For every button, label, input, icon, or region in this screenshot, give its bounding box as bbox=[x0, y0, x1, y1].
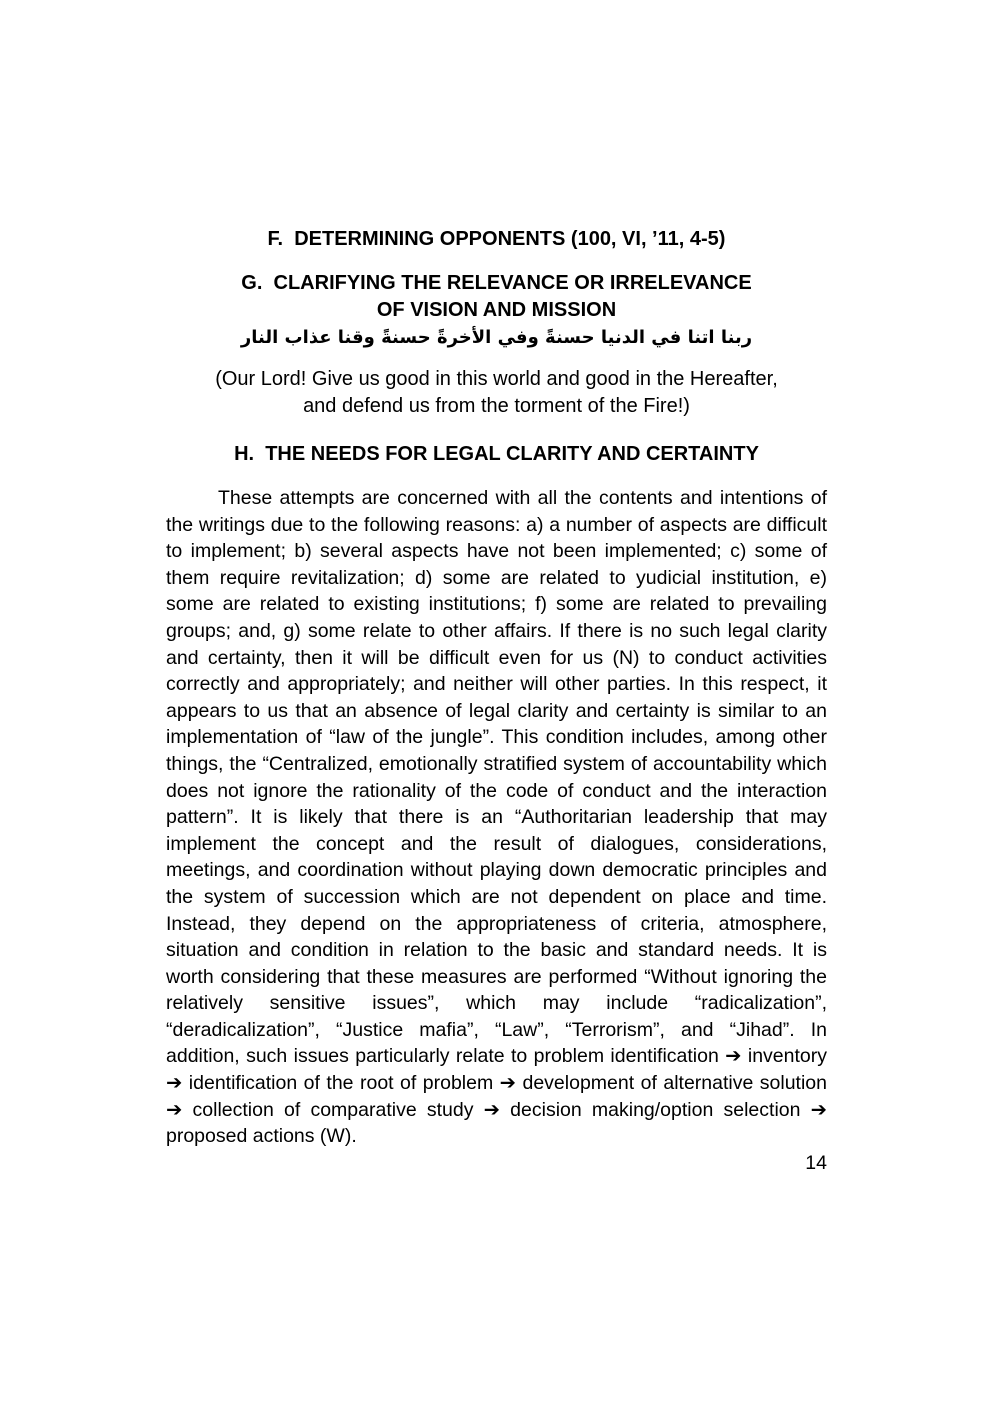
page-number: 14 bbox=[805, 1151, 827, 1174]
heading-clarifying-line2: OF VISION AND MISSION bbox=[376, 299, 617, 321]
heading-legal-clarity: H. THE NEEDS FOR LEGAL CLARITY AND CERTAINTY bbox=[234, 443, 759, 465]
heading-clarifying-line1: G. CLARIFYING THE RELEVANCE OR IRRELEVANCE bbox=[241, 272, 752, 294]
prayer-translation-line2: and defend us from the torment of the Fire!) bbox=[303, 395, 690, 417]
heading-clarifying-block bbox=[166, 270, 827, 351]
prayer-translation-line1: (Our Lord! Give us good in this world and good in the Hereafter, bbox=[215, 368, 778, 390]
prayer-translation-block bbox=[166, 366, 827, 420]
heading-determining-opponents: F. DETERMINING OPPONENTS (100, VI, ’11, 4-5) bbox=[267, 228, 726, 250]
body-paragraph: These attempts are concerned with all the contents and intentions of the writings due to the following reasons: a) a number of aspects are difficult to implement; b) several aspects have not been implemented; c) some of them require revitalization; d) some are related to yudicial institution, e) some are related to existing institutions; f) some are related to prevailing groups; and, g) some relate to other affairs. If there is no such legal clarity and certainty, then it will be difficult even for us (N) to conduct activities correctly and appropriately; and neither will other parties. In this respect, it appears to us that an absence of legal clarity and certainty is similar to an implementation of “law of the jungle”. This condition includes, among other things, the “Centralized, emotionally stratified system of accountability which does not ignore the rationality of the code of conduct and the interaction pattern”. It is likely that there is an “Authoritarian leadership that may implement the concept and the result of dialogues, considerations, meetings, and coordination without playing down democratic principles and the system of succession which are not dependent on place and time. Instead, they depend on the appropriateness of criteria, atmosphere, situation and condition in relation to the basic and standard needs. It is worth considering that these measures are performed “Without ignoring the relatively sensitive issues”, which may include “radicalization”, “deradicalization”, “Justice mafia”, “Law”, “Terrorism”, and “Jihad”. In addition, such issues particularly relate to problem identification ➔ inventory ➔ identification of the root of problem ➔ development of alternative solution ➔ collection of comparative study ➔ decision making/option selection ➔ proposed actions (W). bbox=[166, 487, 827, 1148]
arabic-quran-verse: ربنا اتنا في الدنيا حسنةً وفي الأخرةً حسنةً وقنا عذاب النار bbox=[240, 327, 753, 348]
document-content bbox=[166, 226, 827, 1177]
